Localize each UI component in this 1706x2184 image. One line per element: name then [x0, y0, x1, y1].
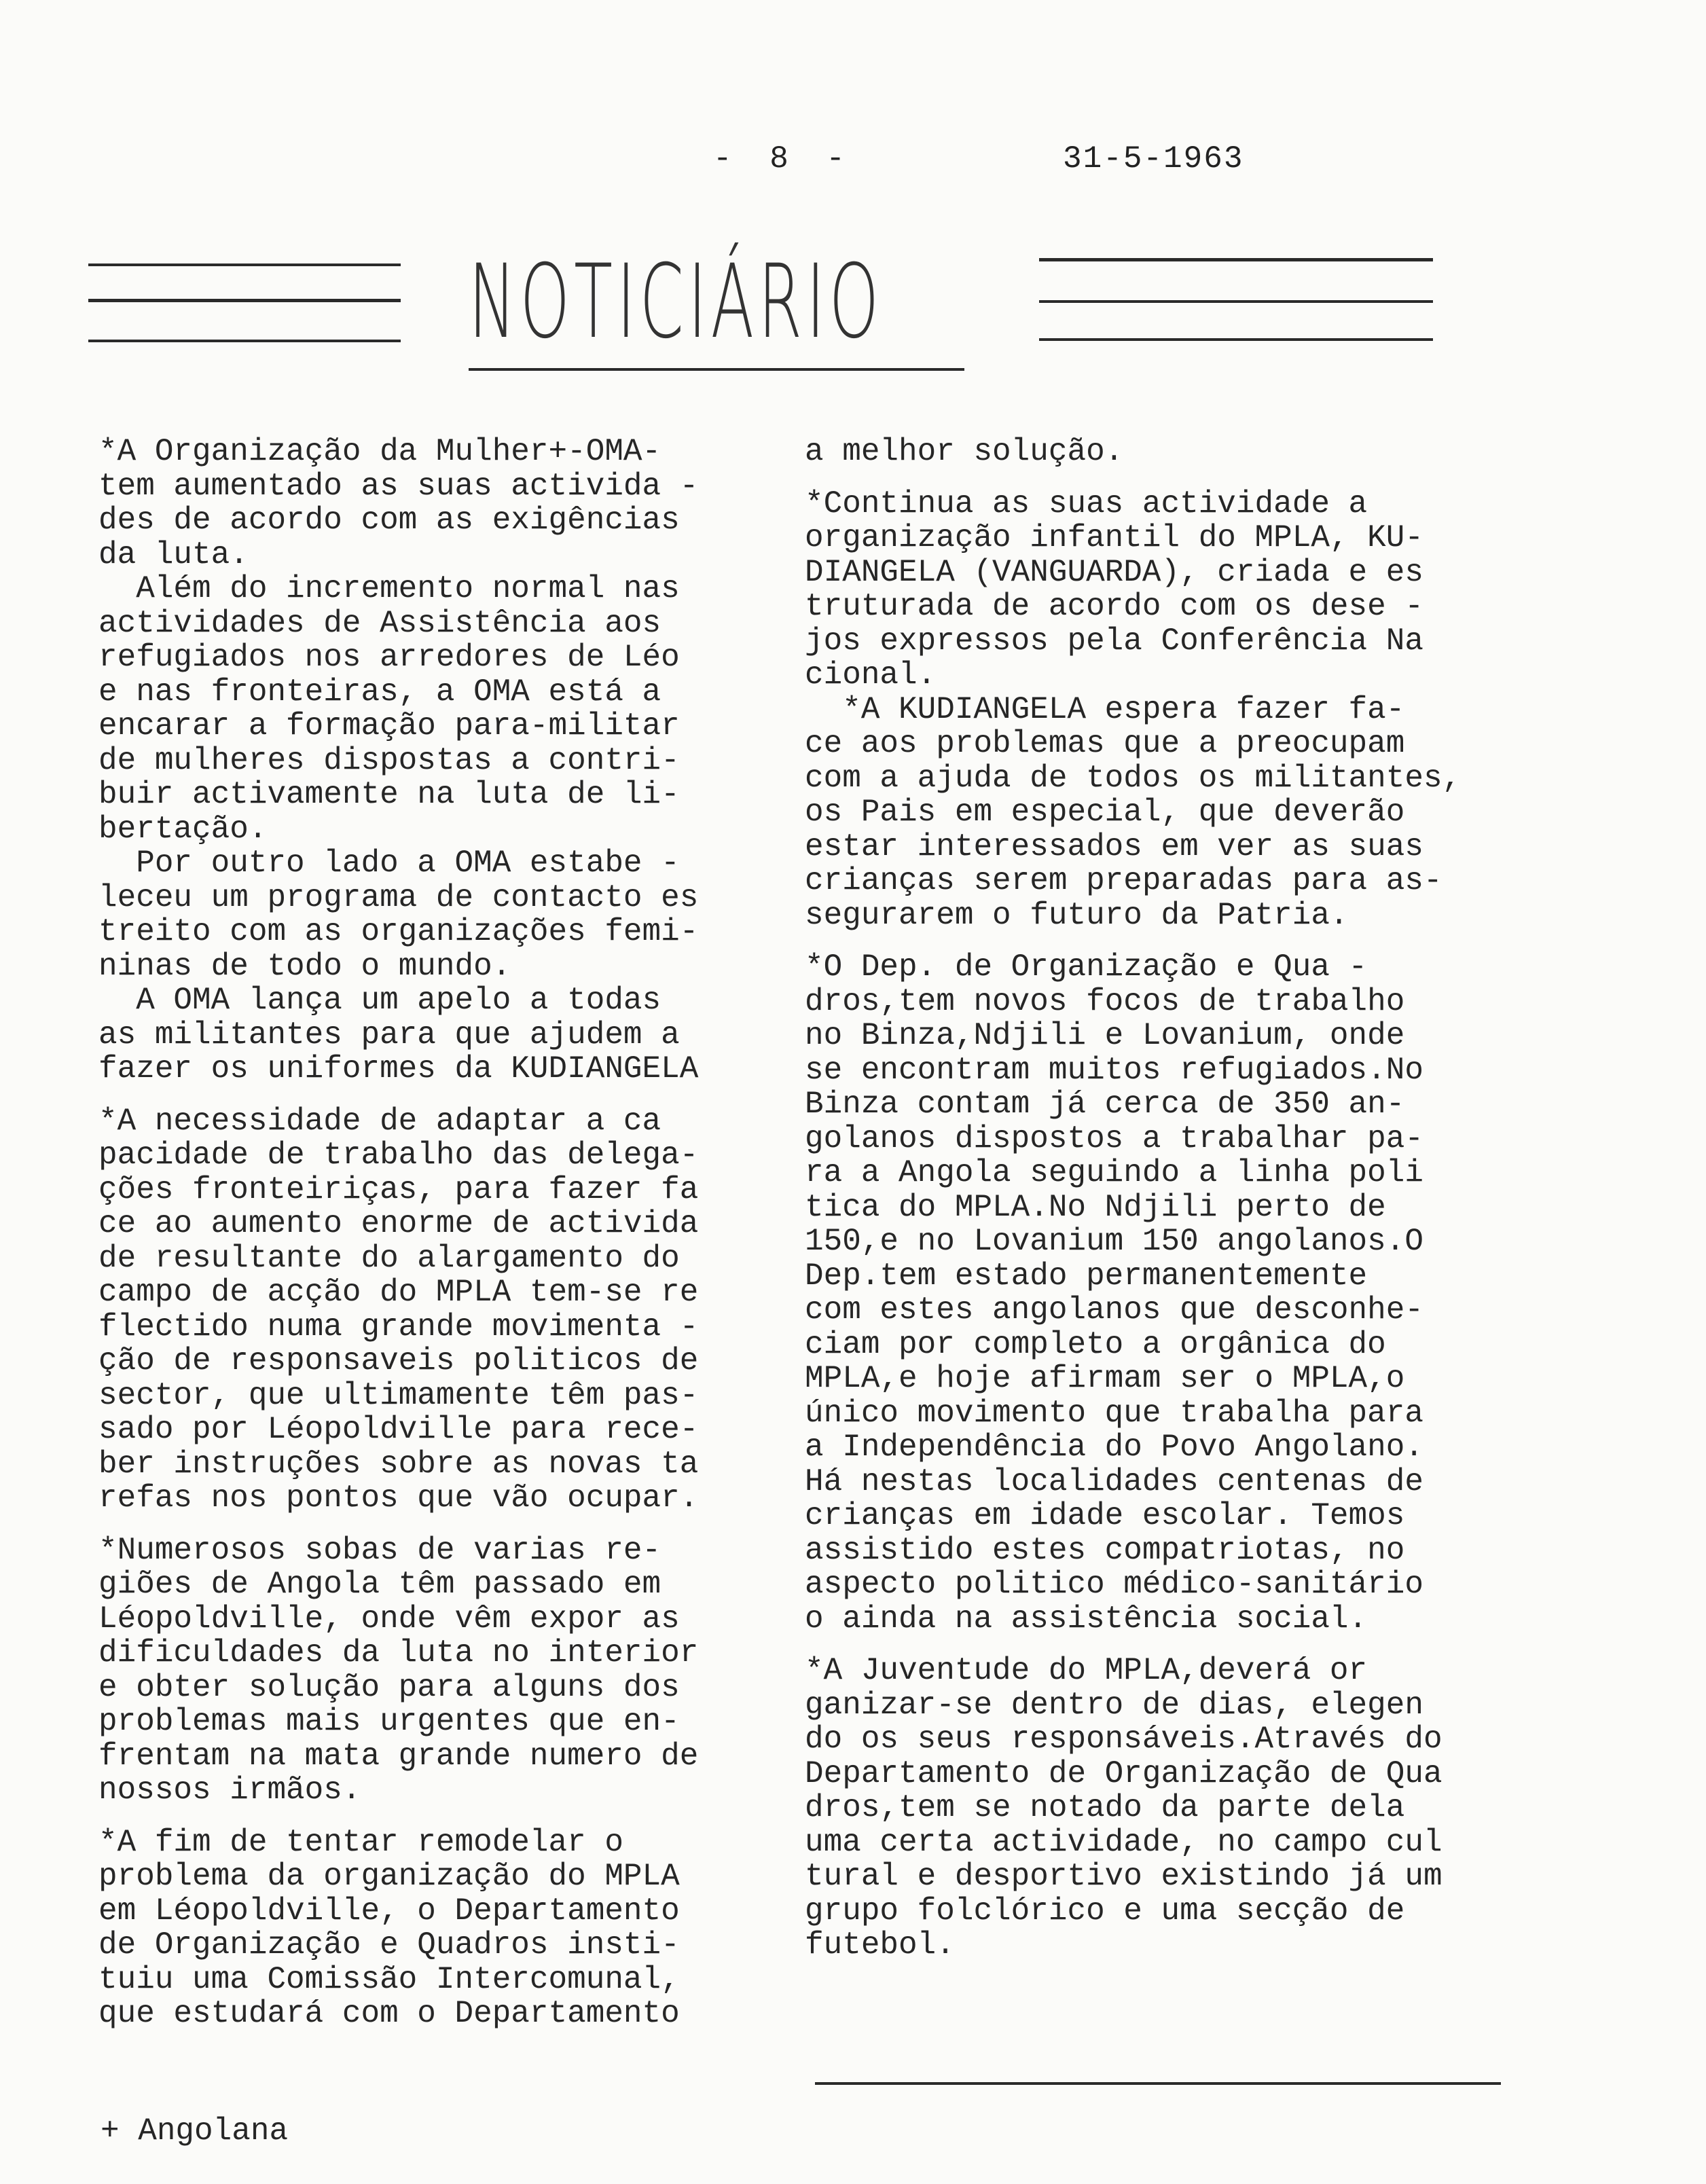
text-line: sado por Léopoldville para rece- [98, 1412, 699, 1447]
text-line: Léopoldville, onde vêm expor as [98, 1601, 680, 1637]
text-line: buir activamente na luta de li- [98, 777, 680, 812]
text-line: Além do incremento normal nas [98, 571, 680, 606]
title-underline [469, 368, 964, 371]
text-line: campo de acção do MPLA tem-se re [98, 1275, 699, 1310]
left-rule-middle [88, 299, 401, 302]
text-line: ber instruções sobre as novas ta [98, 1446, 699, 1482]
text-line: do os seus responsáveis.Através do [805, 1722, 1442, 1757]
text-line: MPLA,e hoje afirmam ser o MPLA,o [805, 1361, 1405, 1396]
paragraph-gap [805, 1636, 1461, 1654]
text-line: crianças serem preparadas para as- [805, 863, 1442, 898]
text-line: os Pais em especial, que deverão [805, 795, 1405, 830]
text-line: dros,tem se notado da parte dela [805, 1790, 1405, 1825]
text-line: no Binza,Ndjili e Lovanium, onde [805, 1018, 1405, 1053]
text-line: ce aos problemas que a preocupam [805, 726, 1405, 761]
text-line: tica do MPLA.No Ndjili perto de [805, 1189, 1386, 1225]
text-line: com a ajuda de todos os militantes, [805, 760, 1462, 796]
text-line: A OMA lança um apelo a todas [98, 983, 661, 1018]
text-line: 150,e no Lovanium 150 angolanos.O [805, 1224, 1423, 1259]
text-line: de Organização e Quadros insti- [98, 1927, 680, 1963]
right-rule-top [1039, 258, 1433, 261]
text-line: Departamento de Organização de Qua [805, 1755, 1442, 1791]
text-line: *A KUDIANGELA espera fazer fa- [805, 691, 1405, 727]
text-line: único movimento que trabalha para [805, 1395, 1423, 1431]
text-line: o ainda na assistência social. [805, 1601, 1368, 1637]
bottom-rule [815, 2082, 1501, 2085]
text-line: Há nestas localidades centenas de [805, 1463, 1423, 1499]
text-line: segurarem o futuro da Patria. [805, 897, 1349, 933]
document-date: 31-5-1963 [1063, 141, 1244, 177]
page-title: NOTICIÁRIO [469, 243, 884, 361]
text-line: estar interessados em ver as suas [805, 829, 1423, 864]
text-line: Dep.tem estado permanentemente [805, 1258, 1368, 1294]
text-line: em Léopoldville, o Departamento [98, 1893, 680, 1929]
text-line: ções fronteiriças, para fazer fa [98, 1171, 699, 1207]
text-line: Por outro lado a OMA estabe - [98, 845, 680, 881]
page-number: - 8 - [713, 141, 855, 177]
text-line: que estudará com o Departamento [98, 1996, 680, 2031]
text-line: *O Dep. de Organização e Qua - [805, 949, 1368, 985]
text-line: problema da organização do MPLA [98, 1859, 680, 1894]
text-line: futebol. [805, 1927, 955, 1963]
footnote: + Angolana [101, 2113, 289, 2149]
text-line: ganizar-se dentro de dias, elegen [805, 1687, 1423, 1723]
text-line: as militantes para que ajudem a [98, 1017, 680, 1053]
text-line: grupo folclórico e uma secção de [805, 1893, 1405, 1929]
text-line: a Independência do Povo Angolano. [805, 1430, 1423, 1465]
text-line: ninas de todo o mundo. [98, 948, 511, 984]
text-line: tuiu uma Comissão Intercomunal, [98, 1961, 680, 1997]
paragraph-gap [805, 932, 1461, 950]
text-line: giões de Angola têm passado em [98, 1567, 661, 1602]
text-line: se encontram muitos refugiados.No [805, 1052, 1423, 1088]
text-line: jos expressos pela Conferência Na [805, 623, 1423, 659]
text-line: encarar a formação para-militar [98, 708, 680, 744]
text-line: organização infantil do MPLA, KU- [805, 520, 1423, 556]
text-line: crianças em idade escolar. Temos [805, 1498, 1405, 1533]
text-line: frentam na mata grande numero de [98, 1738, 699, 1774]
text-line: ção de responsaveis politicos de [98, 1343, 699, 1379]
text-line: *A necessidade de adaptar a ca [98, 1103, 661, 1139]
text-line: flectido numa grande movimenta - [98, 1309, 699, 1345]
text-line: sector, que ultimamente têm pas- [98, 1377, 699, 1413]
paragraph-gap [98, 1516, 698, 1533]
text-line: Binza contam já cerca de 350 an- [805, 1087, 1405, 1122]
text-line: a melhor solução. [805, 434, 1124, 469]
text-line: *Numerosos sobas de varias re- [98, 1532, 661, 1568]
text-line: pacidade de trabalho das delega- [98, 1138, 699, 1173]
text-line: assistido estes compatriotas, no [805, 1532, 1405, 1568]
text-line: dros,tem novos focos de trabalho [805, 983, 1405, 1019]
text-line: da luta. [98, 536, 249, 572]
text-line: truturada de acordo com os dese - [805, 589, 1423, 624]
text-line: de resultante do alargamento do [98, 1240, 680, 1276]
text-line: bertação. [98, 811, 268, 847]
text-line: leceu um programa de contacto es [98, 879, 699, 915]
text-line: *Continua as suas actividade a [805, 486, 1368, 522]
text-line: ce ao aumento enorme de activida [98, 1206, 699, 1241]
text-line: nossos irmãos. [98, 1772, 361, 1808]
text-line: de mulheres dispostas a contri- [98, 742, 680, 778]
text-line: ciam por completo a orgânica do [805, 1326, 1386, 1362]
text-line: des de acordo com as exigências [98, 503, 680, 538]
text-line: com estes angolanos que desconhe- [805, 1292, 1423, 1328]
text-line: problemas mais urgentes que en- [98, 1704, 680, 1739]
right-rule-middle [1039, 300, 1433, 303]
right-column [805, 435, 1461, 1963]
text-line: ra a Angola seguindo a linha poli [805, 1155, 1423, 1190]
text-line: *A fim de tentar remodelar o [98, 1824, 623, 1860]
left-rule-top [88, 263, 401, 266]
text-line: uma certa actividade, no campo cul [805, 1824, 1442, 1860]
paragraph-gap [805, 469, 1461, 487]
left-rule-bottom [88, 340, 401, 342]
text-line: fazer os uniformes da KUDIANGELA [98, 1051, 699, 1087]
right-rule-bottom [1039, 338, 1433, 341]
text-line: treito com as organizações femi- [98, 914, 699, 949]
text-line: *A Juventude do MPLA,deverá or [805, 1653, 1368, 1688]
text-line: actividades de Assistência aos [98, 605, 661, 641]
text-line: *A Organização da Mulher+-OMA- [98, 434, 661, 469]
text-line: e nas fronteiras, a OMA está a [98, 674, 661, 710]
text-line: dificuldades da luta no interior [98, 1635, 699, 1671]
text-line: aspecto politico médico-sanitário [805, 1567, 1423, 1602]
text-line: DIANGELA (VANGUARDA), criada e es [805, 554, 1423, 590]
text-line: refas nos pontos que vão ocupar. [98, 1480, 699, 1516]
text-line: e obter solução para alguns dos [98, 1669, 680, 1705]
left-column [98, 435, 698, 2031]
text-line: refugiados nos arredores de Léo [98, 640, 680, 675]
text-line: tural e desportivo existindo já um [805, 1859, 1442, 1894]
paragraph-gap [98, 1808, 698, 1825]
paragraph-gap [98, 1087, 698, 1104]
text-line: cional. [805, 657, 937, 693]
text-line: tem aumentado as suas activida - [98, 468, 699, 504]
text-line: golanos dispostos a trabalhar pa- [805, 1121, 1423, 1157]
